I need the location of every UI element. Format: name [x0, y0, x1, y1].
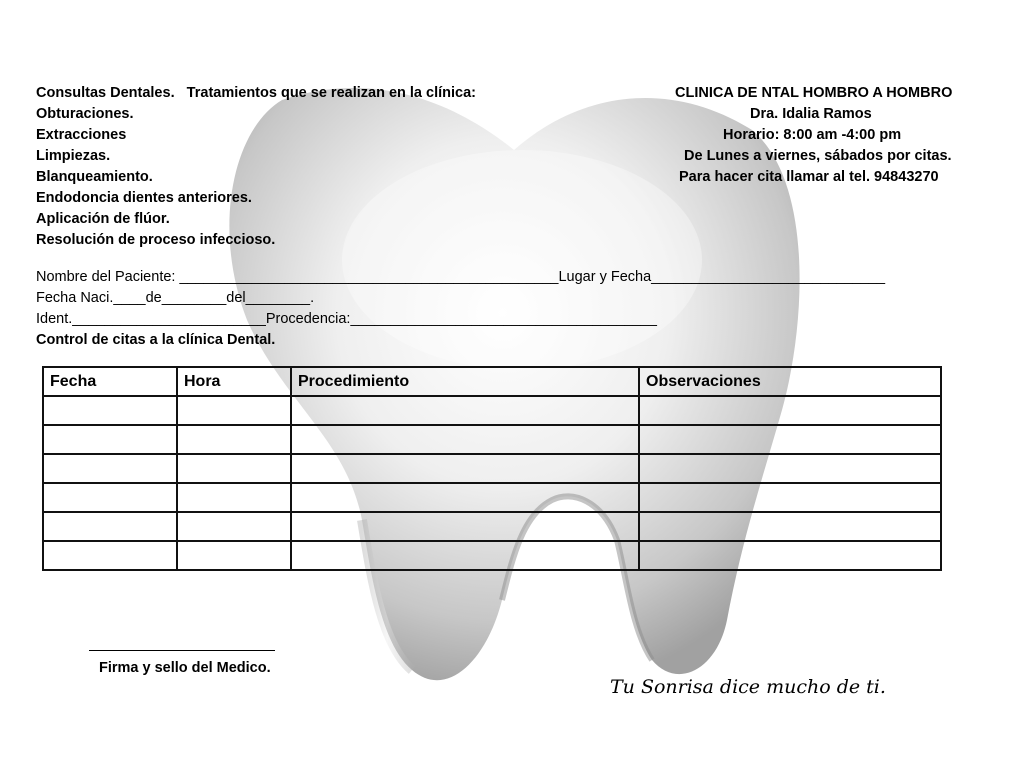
patient-name-field[interactable]: Nombre del Paciente: _______________________________________________Lugar y Fecha_____________________________	[36, 269, 886, 285]
table-row	[43, 454, 941, 483]
table-cell[interactable]	[177, 483, 291, 512]
treatments-heading: Consultas Dentales. Tratamientos que se realizan en la clínica:	[36, 85, 476, 101]
table-row	[43, 541, 941, 570]
table-row	[43, 396, 941, 425]
table-cell[interactable]	[639, 454, 941, 483]
header-hora: Hora	[177, 367, 291, 396]
clinic-doctor: Dra. Idalia Ramos	[750, 106, 872, 122]
treatment-item: Resolución de proceso infeccioso.	[36, 232, 276, 248]
header-observaciones: Observaciones	[639, 367, 941, 396]
table-row	[43, 425, 941, 454]
clinic-hours: Horario: 8:00 am -4:00 pm	[723, 127, 902, 143]
table-cell[interactable]	[177, 512, 291, 541]
table-cell[interactable]	[43, 512, 177, 541]
table-cell[interactable]	[639, 541, 941, 570]
clinic-days: De Lunes a viernes, sábados por citas.	[684, 148, 952, 164]
table-row	[43, 512, 941, 541]
table-body	[43, 396, 941, 570]
table-cell[interactable]	[177, 454, 291, 483]
table-cell[interactable]	[639, 483, 941, 512]
table-cell[interactable]	[43, 483, 177, 512]
birthdate-field[interactable]: Fecha Naci.____de________del________.	[36, 290, 315, 306]
table-row	[43, 483, 941, 512]
table-cell[interactable]	[639, 512, 941, 541]
appointment-table	[42, 366, 942, 571]
clinic-name: CLINICA DE NTAL HOMBRO A HOMBRO	[675, 85, 953, 101]
table-cell[interactable]	[291, 396, 639, 425]
table-cell[interactable]	[291, 483, 639, 512]
treatment-item: Extracciones	[36, 127, 127, 143]
table-cell[interactable]	[291, 512, 639, 541]
table-cell[interactable]	[639, 396, 941, 425]
slogan: Tu Sonrisa dice mucho de ti.	[610, 676, 886, 698]
table-cell[interactable]	[291, 454, 639, 483]
signature-label: Firma y sello del Medico.	[99, 660, 271, 676]
treatment-item: Blanqueamiento.	[36, 169, 153, 185]
treatments-list	[36, 83, 476, 251]
table-cell[interactable]	[291, 541, 639, 570]
table-header-row	[43, 367, 941, 396]
table-cell[interactable]	[177, 425, 291, 454]
ident-field[interactable]: Ident.________________________Procedencia:______________________________________	[36, 311, 657, 327]
table-cell[interactable]	[177, 396, 291, 425]
clinic-phone: Para hacer cita llamar al tel. 94843270	[679, 169, 939, 185]
table-cell[interactable]	[43, 541, 177, 570]
treatment-item: Obturaciones.	[36, 106, 134, 122]
header-procedimiento: Procedimiento	[291, 367, 639, 396]
header-fecha: Fecha	[43, 367, 177, 396]
table-cell[interactable]	[43, 454, 177, 483]
treatment-item: Endodoncia dientes anteriores.	[36, 190, 252, 206]
table-cell[interactable]	[177, 541, 291, 570]
table-cell[interactable]	[43, 425, 177, 454]
table-cell[interactable]	[639, 425, 941, 454]
table-cell[interactable]	[291, 425, 639, 454]
treatment-item: Aplicación de flúor.	[36, 211, 170, 227]
table-cell[interactable]	[43, 396, 177, 425]
treatment-item: Limpiezas.	[36, 148, 111, 164]
control-heading: Control de citas a la clínica Dental.	[36, 332, 276, 348]
signature-line[interactable]	[89, 650, 275, 651]
patient-fields	[36, 267, 885, 351]
